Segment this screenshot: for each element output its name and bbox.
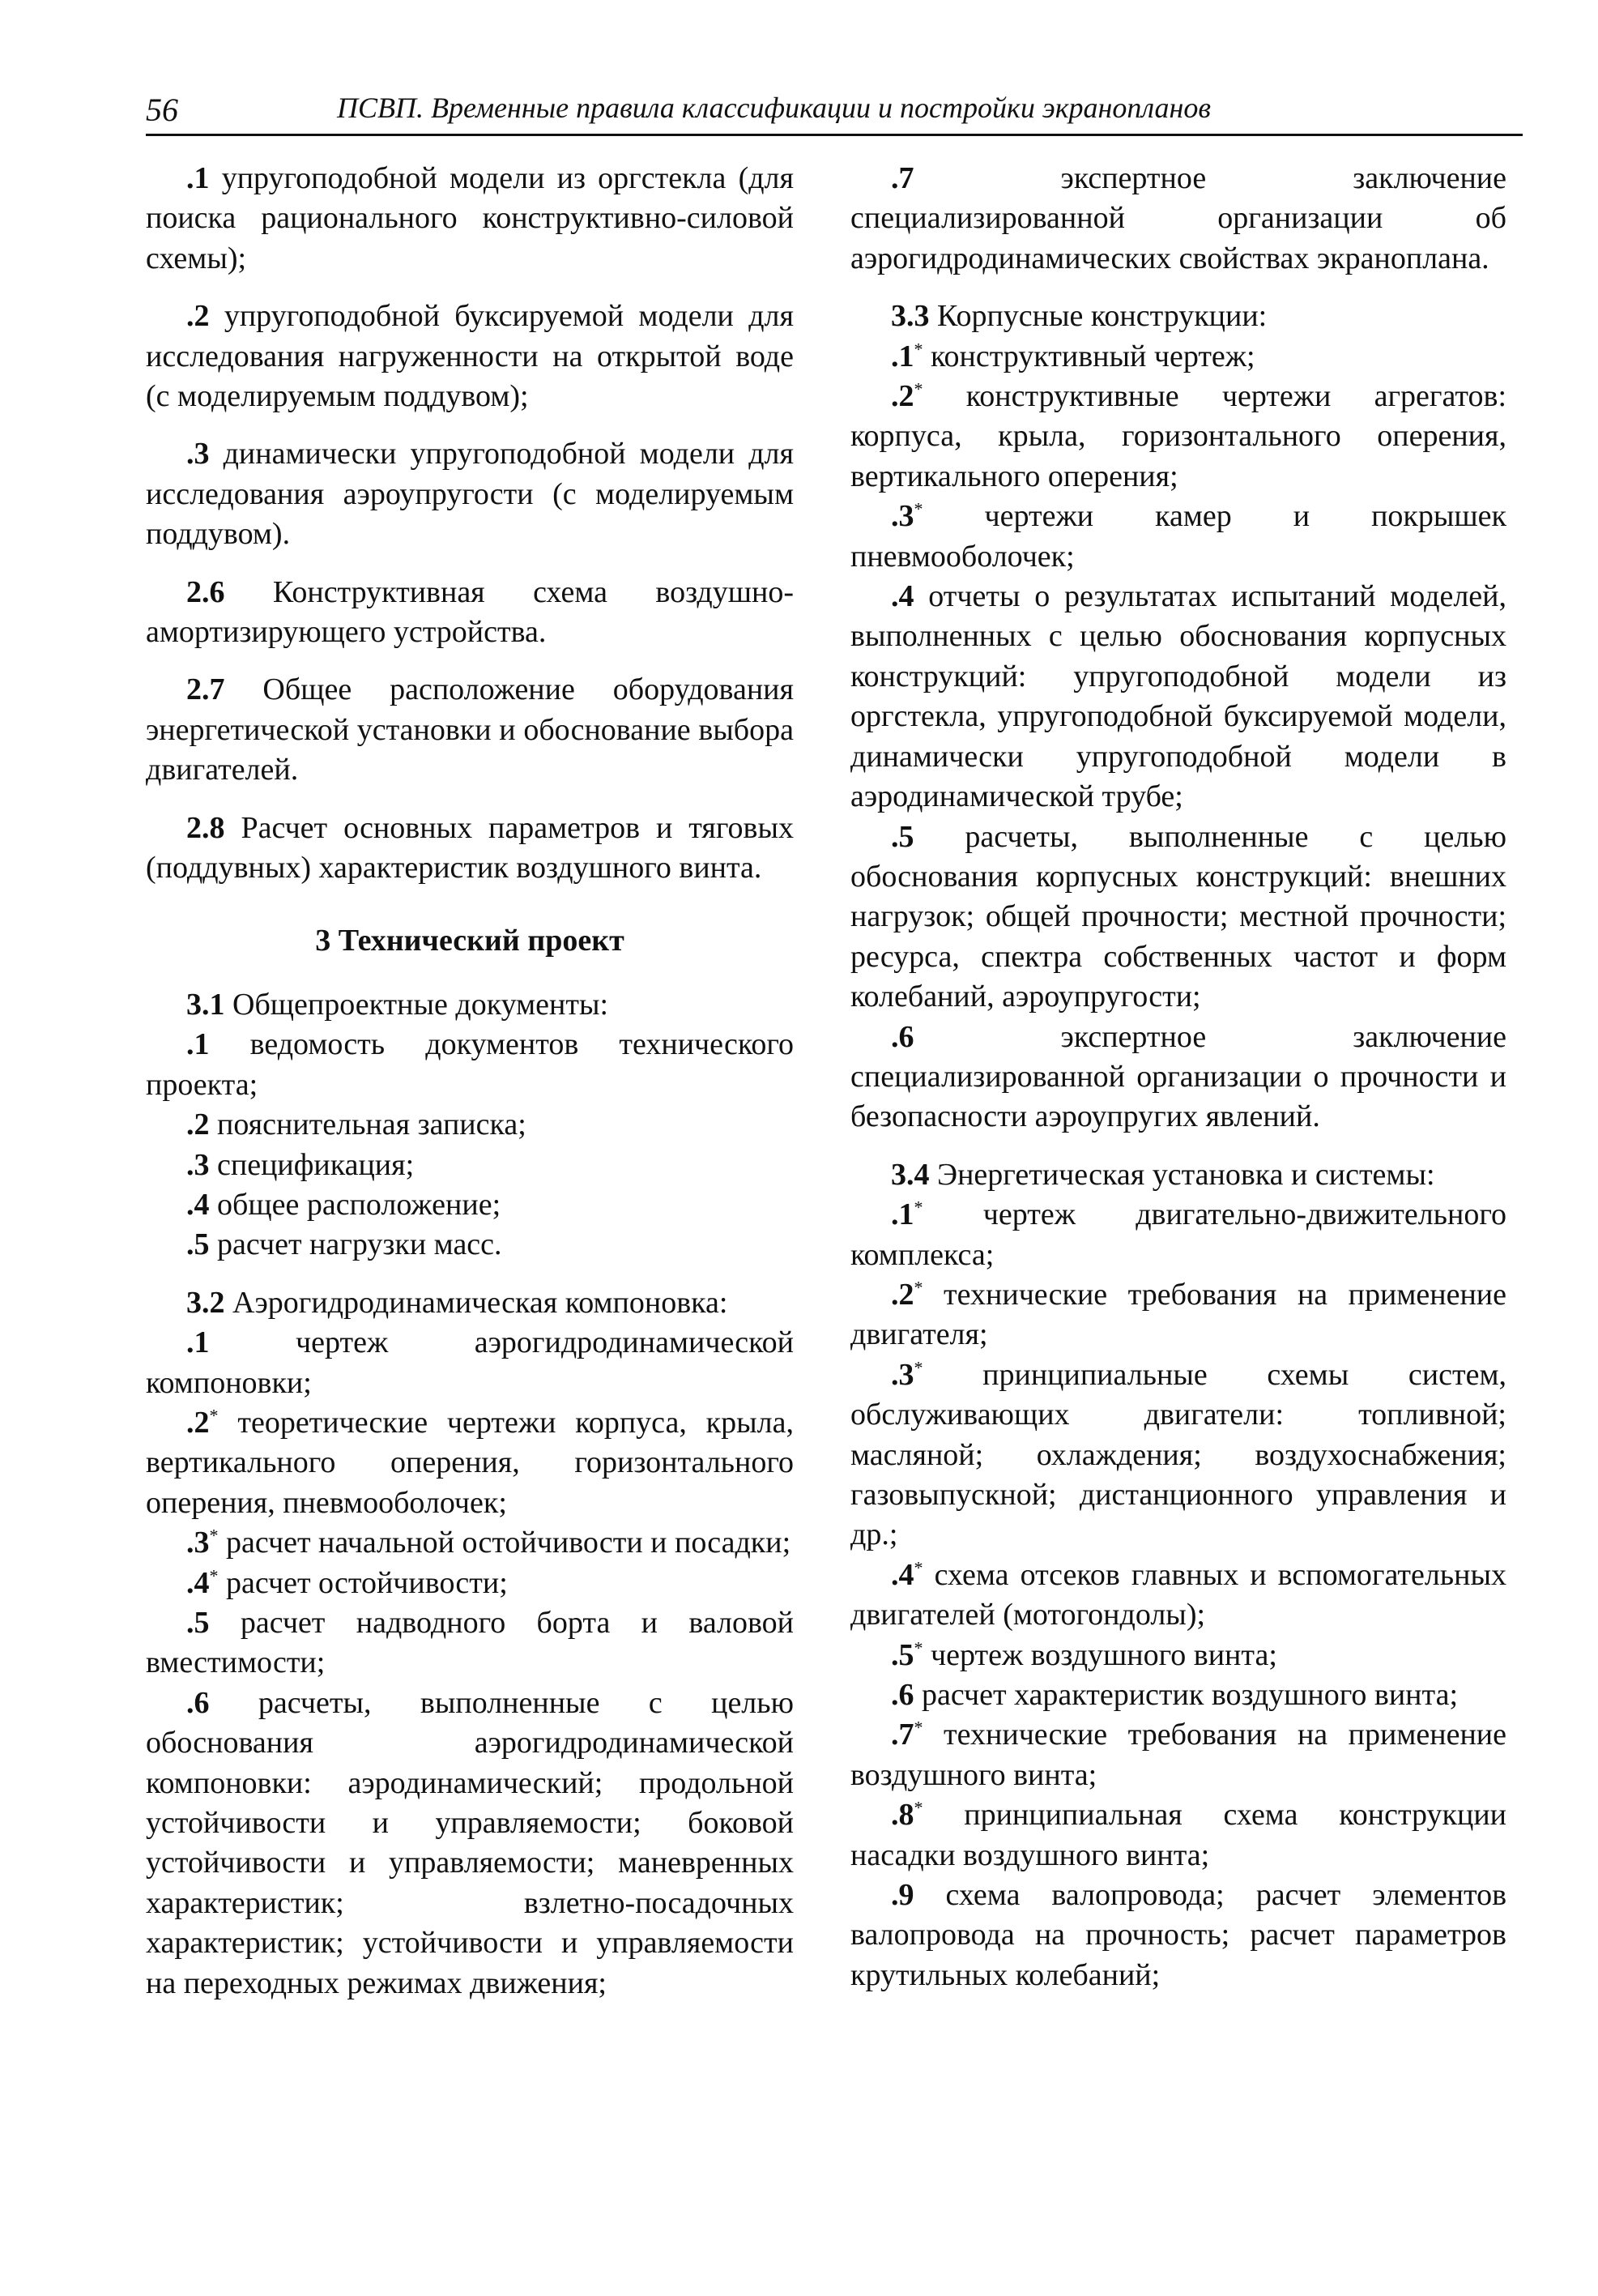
right-column <box>850 159 1506 1995</box>
list-item: 2.6 Конструктивная схема воздушно-амортизирующего устройства. <box>146 574 794 650</box>
list-item: 3.3 Корпусные конструкции: <box>891 299 1268 334</box>
list-item: .8* принципиальная схема конструкции насадки воздушного винта; <box>850 1797 1506 1872</box>
list-item: 2.7 Общее расположение оборудования энергетической установки и обоснование выбора двигателей. <box>146 672 794 787</box>
list-item: .6 экспертное заключение специализированной организации о прочности и безопасности аэроупругих явлений. <box>850 1019 1506 1134</box>
header-rule <box>146 134 1523 136</box>
list-item: .2* технические требования на применение двигателя; <box>850 1277 1507 1352</box>
list-item: .5 расчеты, выполненные с целью обоснования корпусных конструкций: внешних нагрузок; общей прочности; местной прочности; ресурса, спектра собственных частот и форм колебаний, аэроупругости; <box>850 819 1506 1014</box>
list-item: .1 чертеж аэрогидродинамической компоновки; <box>146 1325 794 1400</box>
list-item: .7* технические требования на применение воздушного винта; <box>850 1717 1507 1792</box>
list-item: .6 расчет характеристик воздушного винта; <box>891 1678 1459 1713</box>
list-item: .2* конструктивные чертежи агрегатов: корпуса, крыла, горизонтального оперения, вертикального оперения; <box>850 378 1506 493</box>
list-item: .1* конструктивный чертеж; <box>891 338 1255 373</box>
list-item: .1 упругоподобной модели из оргстекла (для поиска рационального конструктивно-силовой схемы); <box>146 161 795 275</box>
running-title: ПСВП. Временные правила классификации и постройки экранопланов <box>337 92 1212 124</box>
list-item: .4 отчеты о результатах испытаний моделей, выполненных с целью обоснования корпусных конструкций: упругоподобной модели из оргстекла, упругоподобной буксируемой модели, динамически упругоподобной модели в аэродинамической трубе; <box>850 579 1506 814</box>
list-item: .5* чертеж воздушного винта; <box>891 1637 1277 1672</box>
list-item: .2* теоретические чертежи корпуса, крыла, вертикального оперения, горизонтального оперения, пневмооболочек; <box>146 1405 795 1520</box>
list-item: .1 ведомость документов технического проекта; <box>146 1027 795 1102</box>
list-item: .5 расчет нагрузки масс. <box>186 1227 502 1262</box>
list-item: .3 спецификация; <box>186 1147 415 1182</box>
section-title: 3 Технический проект <box>315 923 624 958</box>
list-item: 3.1 Общепроектные документы: <box>186 987 609 1022</box>
list-item: .2 пояснительная записка; <box>186 1107 526 1142</box>
list-item: .1* чертеж двигательно-движительного комплекса; <box>850 1197 1506 1272</box>
list-item: .4* схема отсеков главных и вспомогательных двигателей (мотогондолы); <box>850 1557 1507 1632</box>
list-item: .3 динамически упругоподобной модели для исследования аэроупругости (с моделируемым поддувом). <box>146 437 794 552</box>
list-item: .7 экспертное заключение специализированной организации об аэрогидродинамических свойствах экраноплана. <box>850 161 1506 275</box>
list-item: .3* чертежи камер и покрышек пневмооболочек; <box>850 498 1506 574</box>
list-item: .4 общее расположение; <box>186 1187 501 1222</box>
list-item: .3* расчет начальной остойчивости и посадки; <box>186 1525 791 1560</box>
list-item: .2 упругоподобной буксируемой модели для исследования нагруженности на открытой воде (с моделируемым поддувом); <box>146 299 794 414</box>
list-item: .9 схема валопровода; расчет элементов валопровода на прочность; расчет параметров крутильных колебаний; <box>850 1878 1507 1992</box>
list-item: .4* расчет остойчивости; <box>186 1564 508 1600</box>
list-item: 3.2 Аэрогидродинамическая компоновка: <box>186 1285 728 1320</box>
left-column <box>146 159 794 2004</box>
list-item: 3.4 Энергетическая установка и системы: <box>891 1157 1435 1192</box>
page-header <box>146 91 1523 139</box>
list-item: 2.8 Расчет основных параметров и тяговых (поддувных) характеристик воздушного винта. <box>146 810 794 886</box>
list-item: .3* принципиальные схемы систем, обслуживающих двигатели: топливной; масляной; охлаждения; воздухоснабжения; газовыпускной; дистанционного управления и др.; <box>850 1357 1506 1552</box>
list-item: .5 расчет надводного борта и валовой вместимости; <box>146 1606 795 1680</box>
list-item: .6 расчеты, выполненные с целью обоснования аэрогидродинамической компоновки: аэродинамический; продольной устойчивости и управляемости; боковой устойчивости и управляемости; маневренных характеристик; взлетно-посадочных характеристик; устойчивости и управляемости на переходных режимах движения; <box>146 1685 794 2000</box>
page-number: 56 <box>146 92 178 128</box>
